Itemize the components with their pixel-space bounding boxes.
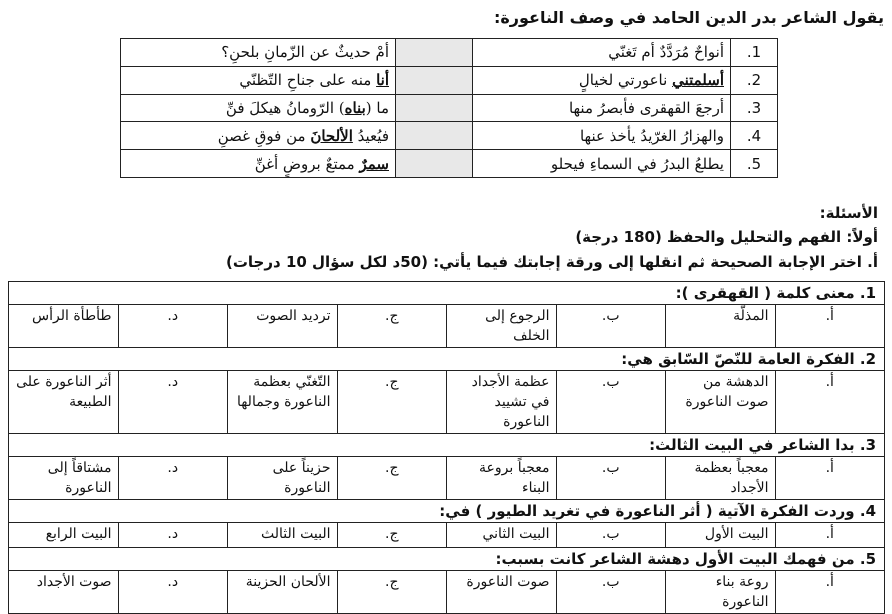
option-text[interactable]: البيت الرابع	[9, 523, 119, 548]
part-a-instructions: أ. اختر الإجابة الصحيحة ثم انقلها إلى ورقة إجابتك فيما يأتي: (50د لكل سؤال 10 درجات)	[226, 253, 878, 271]
question-row	[9, 500, 885, 523]
options-row	[9, 457, 885, 500]
option-letter: ج.	[337, 305, 447, 348]
option-letter: أ.	[775, 305, 885, 348]
keyword: أسلمتني	[672, 71, 724, 90]
poem-row	[121, 39, 778, 67]
verse-second-hemistich	[121, 66, 396, 94]
hemistich-separator	[396, 94, 473, 122]
verse-first-hemistich	[473, 39, 731, 67]
keyword: سمرٌ	[359, 154, 389, 173]
hemistich-separator	[396, 66, 473, 94]
option-letter: ج.	[337, 457, 447, 500]
verse-number: 5.	[731, 150, 778, 178]
part-one-heading: أولاً: الفهم والتحليل والحفظ (180 درجة)	[575, 228, 878, 246]
question-text: 2. الفكرة العامة للنّصّ السّابق هي:	[9, 348, 885, 371]
option-letter: د.	[118, 371, 228, 434]
option-letter: أ.	[775, 571, 885, 614]
verse-number: 1.	[731, 39, 778, 67]
options-row	[9, 371, 885, 434]
question-row	[9, 548, 885, 571]
keyword: بناه	[344, 98, 366, 117]
verse-second-hemistich	[121, 122, 396, 150]
verse-first-hemistich	[473, 66, 731, 94]
keyword: أنا	[376, 71, 389, 90]
option-letter: ج.	[337, 571, 447, 614]
poem-table	[120, 38, 778, 178]
questions-table	[8, 281, 885, 614]
hemistich-text: يطلعُ البدرُ في السماءِ فيحلو	[550, 154, 724, 173]
option-text[interactable]: مشتاقاً إلى الناعورة	[9, 457, 119, 500]
hemistich-text: أمْ حديثٌ عن الزّمانِ بلحنِ؟	[221, 43, 389, 62]
hemistich-text: أنواحٌ مُرَدَّدٌ أم تَغنّي	[608, 43, 724, 62]
question-text: 5. من فهمك البيت الأول دهشة الشاعر كانت بسبب:	[9, 548, 885, 571]
option-text[interactable]: الألحان الحزينة	[228, 571, 338, 614]
poem-row	[121, 150, 778, 178]
option-letter: ب.	[556, 305, 666, 348]
option-letter: أ.	[775, 371, 885, 434]
options-row	[9, 305, 885, 348]
option-text[interactable]: المذلّة	[666, 305, 776, 348]
hemistich-text: ممتعٌ بروضٍ أغنِّ	[254, 154, 360, 173]
option-text[interactable]: معجباً بعظمة الأجداد	[666, 457, 776, 500]
verse-second-hemistich	[121, 94, 396, 122]
option-text[interactable]: التّغنّي بعظمة الناعورة وجمالها	[228, 371, 338, 434]
option-letter: د.	[118, 305, 228, 348]
option-letter: د.	[118, 523, 228, 548]
hemistich-separator	[396, 39, 473, 67]
option-letter: أ.	[775, 523, 885, 548]
option-letter: د.	[118, 457, 228, 500]
poem-row	[121, 66, 778, 94]
hemistich-text: ما (	[365, 98, 389, 117]
verse-second-hemistich	[121, 150, 396, 178]
option-text[interactable]: ترديد الصوت	[228, 305, 338, 348]
option-letter: ب.	[556, 371, 666, 434]
hemistich-text: والهزارُ الغرّيدُ يأخذ عنها	[579, 126, 724, 145]
poem-row	[121, 94, 778, 122]
verse-number: 4.	[731, 122, 778, 150]
option-letter: د.	[118, 571, 228, 614]
question-row	[9, 282, 885, 305]
options-row	[9, 523, 885, 548]
option-letter: ج.	[337, 371, 447, 434]
option-letter: ج.	[337, 523, 447, 548]
option-text[interactable]: أثر الناعورة على الطبيعة	[9, 371, 119, 434]
questions-heading: الأسئلة:	[819, 204, 878, 222]
option-text[interactable]: معجباً بروعة البناء	[447, 457, 557, 500]
option-text[interactable]: البيت الثالث	[228, 523, 338, 548]
option-text[interactable]: حزيناً على الناعورة	[228, 457, 338, 500]
option-text[interactable]: البيت الثاني	[447, 523, 557, 548]
option-text[interactable]: روعة بناء الناعورة	[666, 571, 776, 614]
hemistich-text: ) الرّومانُ هيكلَ فنِّ	[225, 98, 345, 117]
options-row	[9, 571, 885, 614]
hemistich-separator	[396, 150, 473, 178]
intro-text: يقول الشاعر بدر الدين الحامد في وصف الناعورة:	[493, 8, 884, 27]
question-text: 1. معنى كلمة ( القهقرى ):	[9, 282, 885, 305]
option-letter: ب.	[556, 571, 666, 614]
option-text[interactable]: صوت الأجداد	[9, 571, 119, 614]
verse-second-hemistich	[121, 39, 396, 67]
option-letter: ب.	[556, 523, 666, 548]
hemistich-text: فيُعيدُ	[352, 126, 389, 145]
question-text: 4. وردت الفكرة الآتية ( أثر الناعورة في تغريد الطيور ) في:	[9, 500, 885, 523]
option-text[interactable]: صوت الناعورة	[447, 571, 557, 614]
option-letter: ب.	[556, 457, 666, 500]
option-letter: أ.	[775, 457, 885, 500]
hemistich-text: منه على جناحِ التّظنّي	[239, 71, 377, 90]
option-text[interactable]: الرجوع إلى الخلف	[447, 305, 557, 348]
option-text[interactable]: الدهشة من صوت الناعورة	[666, 371, 776, 434]
option-text[interactable]: البيت الأول	[666, 523, 776, 548]
hemistich-text: أرجعَ القهقرى فأبصرُ منها	[568, 98, 724, 117]
question-row	[9, 348, 885, 371]
verse-number: 3.	[731, 94, 778, 122]
verse-number: 2.	[731, 66, 778, 94]
poem-row	[121, 122, 778, 150]
question-row	[9, 434, 885, 457]
question-text: 3. بدا الشاعر في البيت الثالث:	[9, 434, 885, 457]
verse-first-hemistich	[473, 150, 731, 178]
verse-first-hemistich	[473, 94, 731, 122]
hemistich-text: ناعورتي لخيالٍ	[578, 71, 673, 90]
hemistich-text: من فوقِ غصنِ	[217, 126, 311, 145]
option-text[interactable]: طأطأة الرأس	[9, 305, 119, 348]
hemistich-separator	[396, 122, 473, 150]
keyword: الألحانَ	[310, 126, 353, 145]
option-text[interactable]: عظمة الأجداد في تشييد الناعورة	[447, 371, 557, 434]
verse-first-hemistich	[473, 122, 731, 150]
